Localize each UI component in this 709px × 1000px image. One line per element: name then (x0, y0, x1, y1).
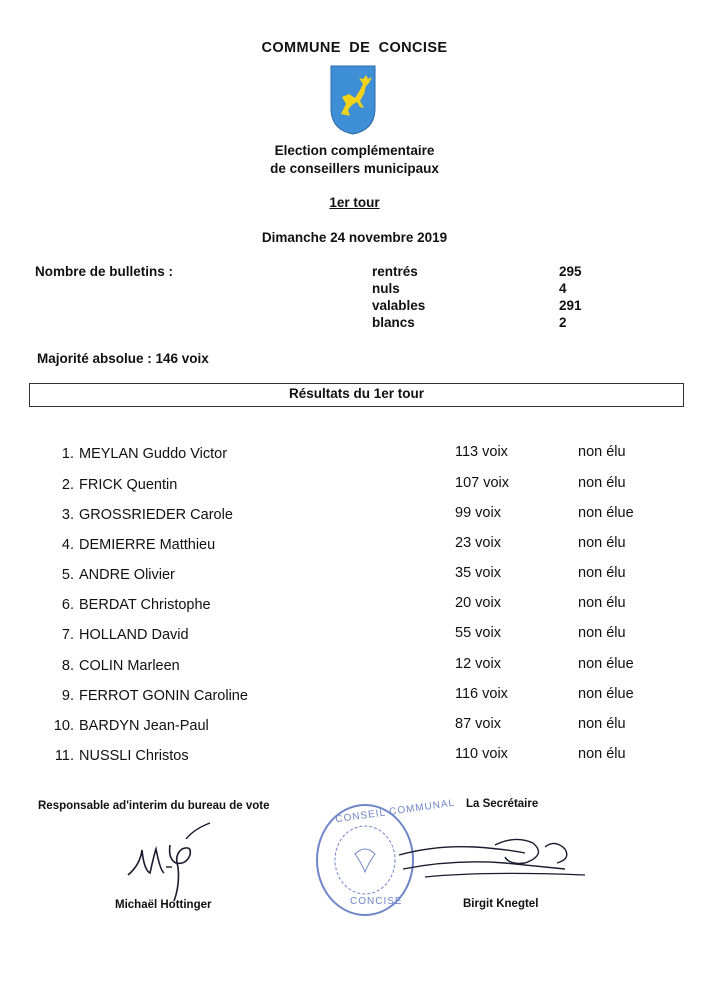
candidate-status: non élue (578, 505, 634, 521)
candidate-name: FERROT GONIN Caroline (79, 688, 248, 704)
left-signatory-title: Responsable ad'interim du bureau de vote (38, 800, 270, 812)
left-signature-icon (120, 815, 240, 905)
right-signature-icon (395, 825, 595, 895)
candidate-votes: 116 voix (455, 686, 508, 702)
candidate-votes: 113 voix (455, 444, 508, 460)
candidate-status: non élu (578, 595, 626, 611)
candidate-number: 9. (61, 688, 74, 704)
stat-name-null: nuls (372, 281, 400, 296)
seal-text-top: CONSEIL COMMUNAL (334, 797, 456, 826)
candidate-votes: 23 voix (455, 535, 501, 551)
candidate-status: non élue (578, 686, 634, 702)
candidate-name: NUSSLI Christos (79, 748, 189, 764)
candidate-status: non élu (578, 535, 626, 551)
candidate-name: DEMIERRE Matthieu (79, 537, 216, 553)
right-signatory-title: La Secrétaire (466, 798, 539, 810)
round-label: 1er tour (329, 195, 380, 210)
election-title-line1: Election complémentaire (274, 143, 435, 158)
candidate-number: 7. (61, 627, 74, 643)
stat-value-null: 4 (559, 281, 567, 296)
candidate-number: 3. (61, 507, 74, 523)
election-title-line2: de conseillers municipaux (270, 161, 439, 176)
seal-text-bottom: CONCISE (350, 896, 403, 907)
candidate-votes: 107 voix (455, 475, 510, 491)
candidate-number: 1. (61, 446, 74, 462)
candidate-name: BERDAT Christophe (79, 597, 211, 613)
absolute-majority: Majorité absolue : 146 voix (37, 351, 209, 366)
candidate-number: 6. (61, 597, 74, 613)
election-date: Dimanche 24 novembre 2019 (261, 230, 448, 245)
candidate-number: 5. (61, 567, 74, 583)
stat-value-valid: 291 (559, 298, 582, 313)
candidate-votes: 35 voix (455, 565, 501, 581)
candidate-status: non élu (578, 625, 626, 641)
stat-name-valid: valables (372, 298, 426, 313)
stat-value-entered: 295 (559, 264, 582, 279)
candidate-status: non élu (578, 716, 626, 732)
candidate-number: 8. (61, 658, 74, 674)
right-signatory-name: Birgit Knegtel (463, 898, 539, 910)
candidate-votes: 20 voix (455, 595, 501, 611)
candidate-status: non élue (578, 656, 634, 672)
candidate-name: MEYLAN Guddo Victor (79, 446, 228, 462)
stat-value-blank: 2 (559, 315, 567, 330)
candidate-number: 10. (53, 718, 74, 734)
candidate-number: 2. (61, 477, 74, 493)
candidate-name: FRICK Quentin (79, 477, 178, 493)
candidate-name: ANDRE Olivier (79, 567, 175, 583)
candidate-name: HOLLAND David (79, 627, 189, 643)
stat-name-entered: rentrés (372, 264, 418, 279)
candidate-name: COLIN Marleen (79, 658, 180, 674)
left-signatory-name: Michaël Hottinger (115, 899, 212, 911)
candidate-number: 4. (61, 537, 74, 553)
candidate-status: non élu (578, 565, 626, 581)
coat-of-arms-icon (329, 64, 377, 136)
candidate-name: BARDYN Jean-Paul (79, 718, 209, 734)
candidate-votes: 12 voix (455, 656, 501, 672)
candidate-status: non élu (578, 475, 626, 491)
candidate-votes: 110 voix (455, 746, 508, 762)
commune-title: COMMUNE DE CONCISE (261, 40, 448, 56)
candidate-votes: 87 voix (455, 716, 501, 732)
candidate-number: 11. (54, 748, 74, 764)
candidate-name: GROSSRIEDER Carole (79, 507, 233, 523)
candidate-votes: 99 voix (455, 505, 501, 521)
candidate-votes: 55 voix (455, 625, 501, 641)
candidate-status: non élu (578, 444, 626, 460)
ballots-label: Nombre de bulletins : (35, 264, 174, 279)
results-title: Résultats du 1er tour (288, 386, 425, 401)
candidate-status: non élu (578, 746, 626, 762)
stat-name-blank: blancs (372, 315, 415, 330)
